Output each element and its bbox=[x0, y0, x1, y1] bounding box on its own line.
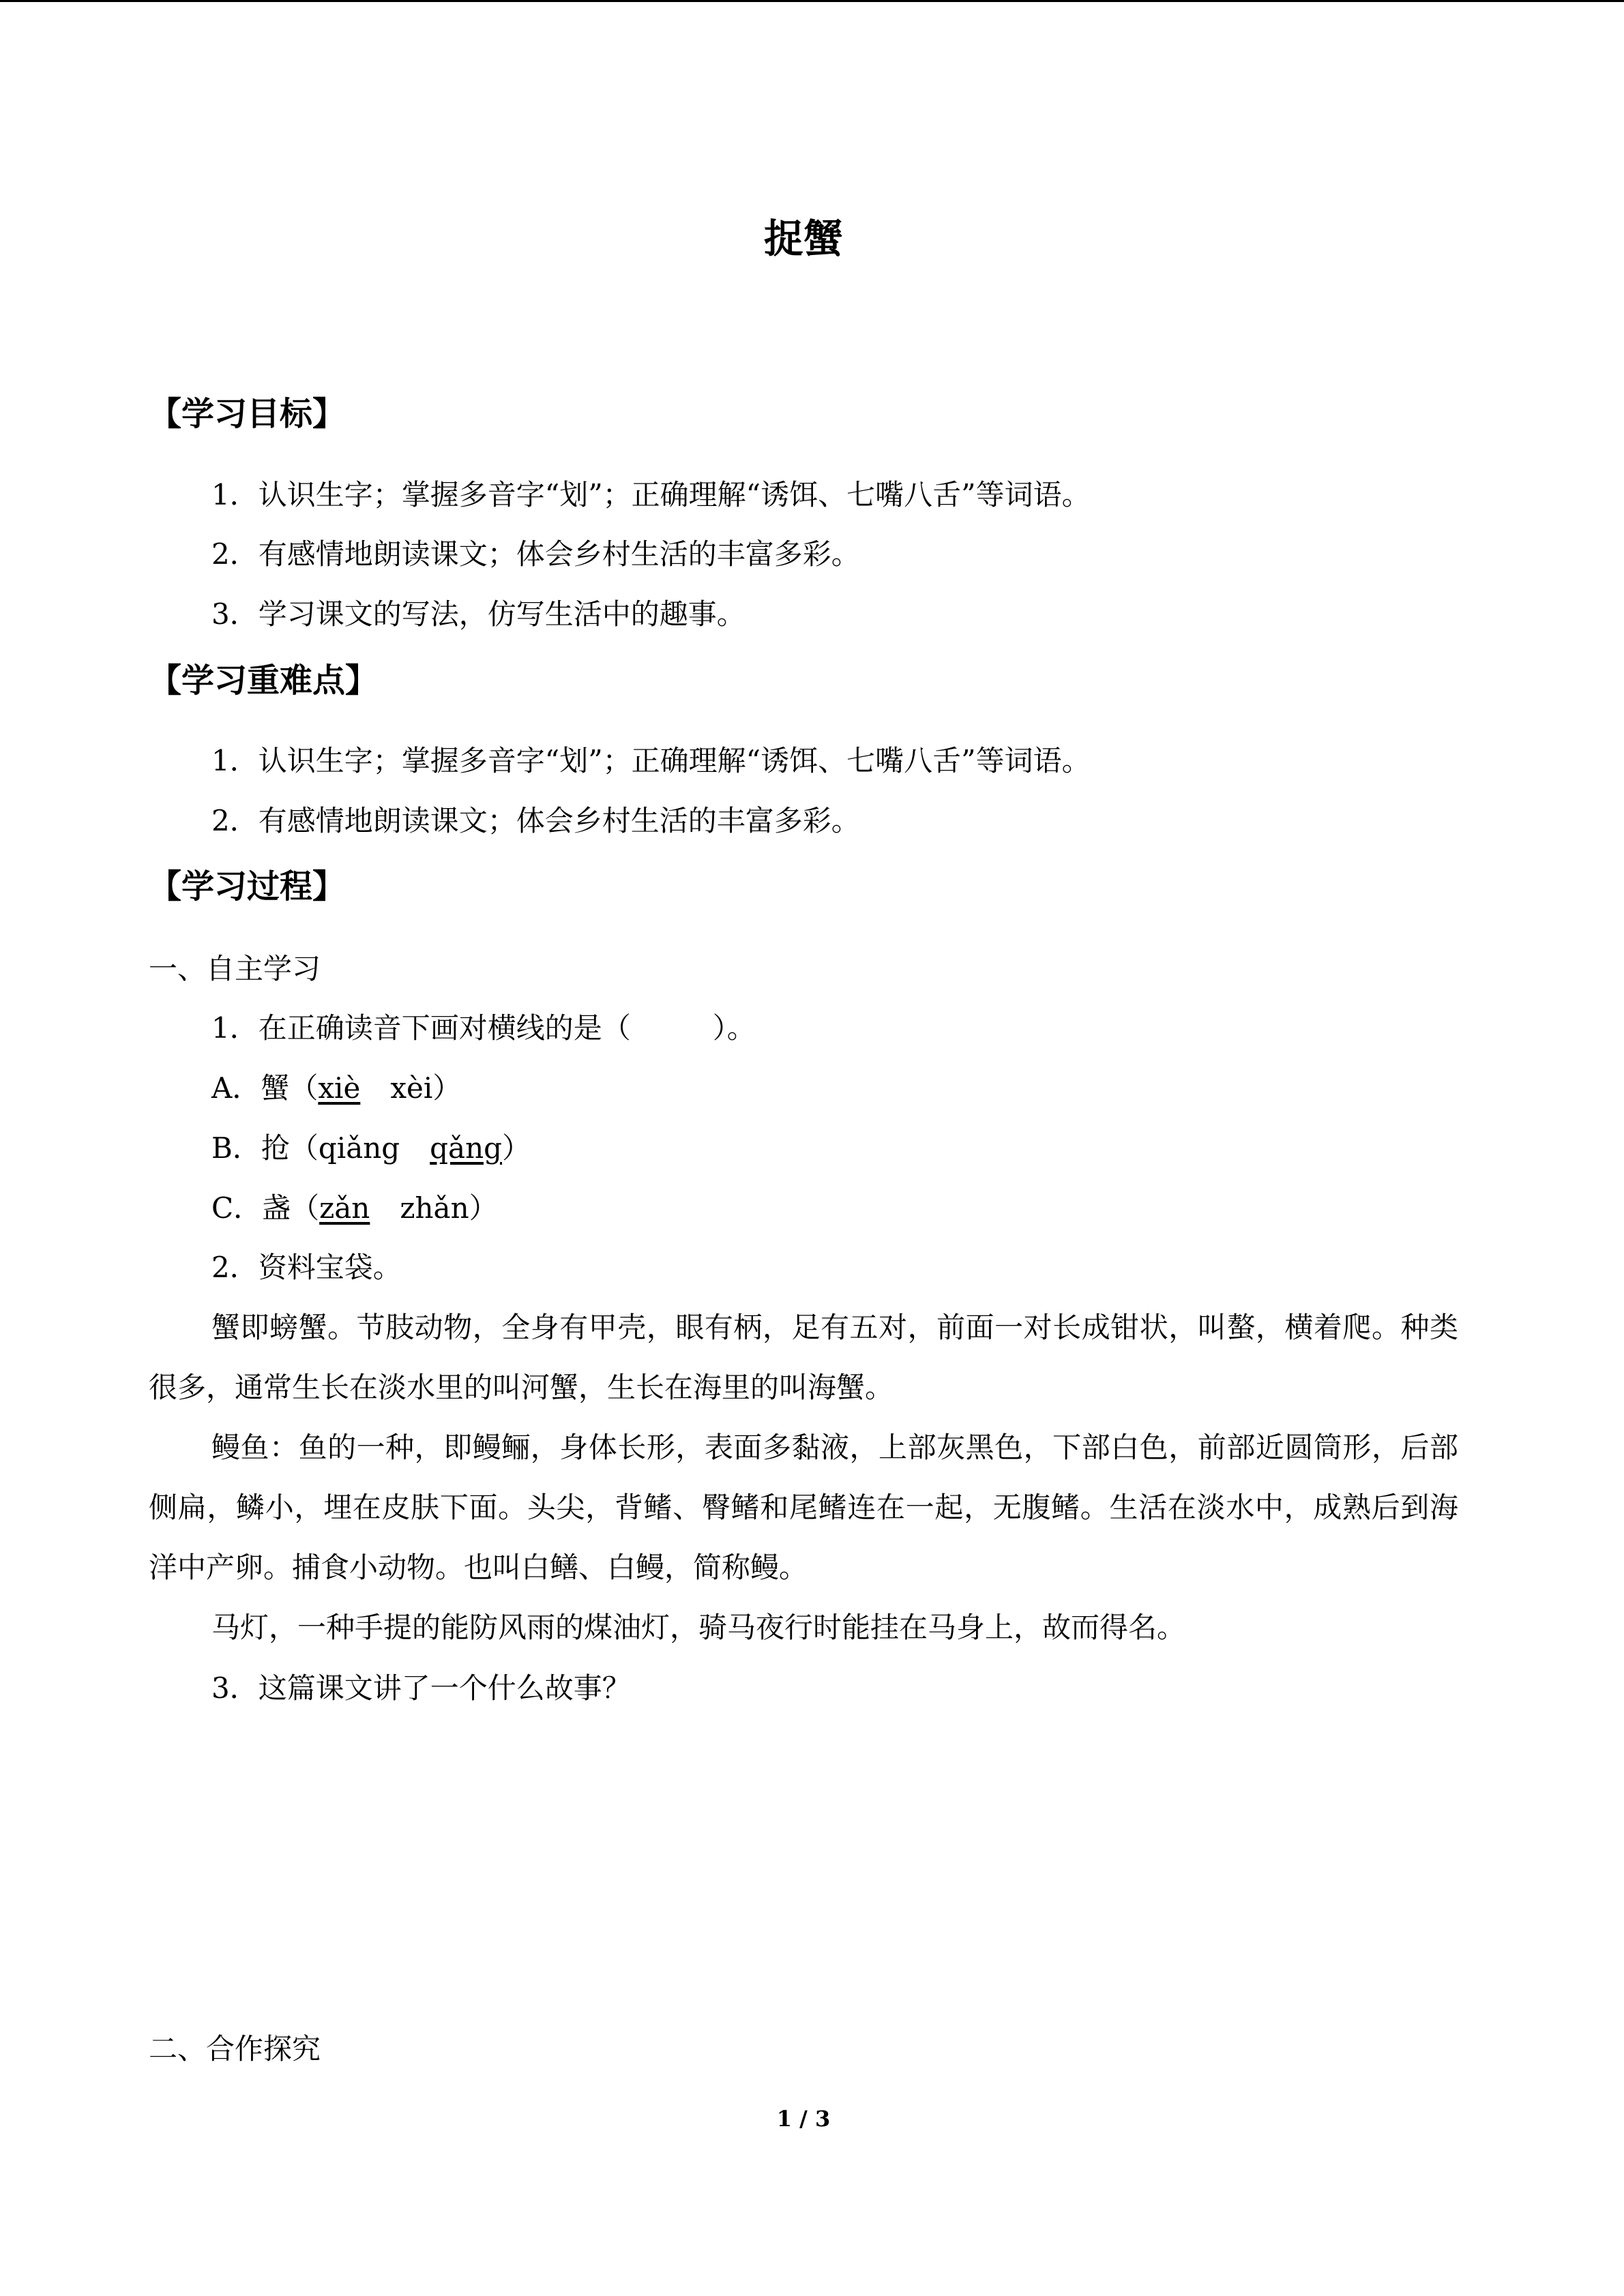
option-a-reading-2: xèi bbox=[390, 1071, 433, 1105]
info-paragraph-crab: 蟹即螃蟹。节肢动物，全身有甲壳，眼有柄，足有五对，前面一对长成钳状，叫螯，横着爬。种类很多，通常生长在淡水里的叫河蟹，生长在海里的叫海蟹。 bbox=[149, 1311, 1458, 1404]
option-b-prefix: B．抢（ bbox=[211, 1131, 319, 1165]
option-b-suffix: ） bbox=[502, 1131, 531, 1165]
option-a-suffix: ） bbox=[432, 1071, 462, 1105]
info-paragraph-lantern: 马灯，一种手提的能防风雨的煤油灯，骑马夜行时能挂在马身上，故而得名。 bbox=[211, 1611, 1186, 1644]
process-heading: 【学习过程】 bbox=[149, 867, 346, 906]
option-c-reading-2: zhǎn bbox=[400, 1191, 469, 1225]
info-paragraph-eel: 鳗鱼：鱼的一种，即鳗鲡，身体长形，表面多黏液，上部灰黑色，下部白色，前部近圆筒形，后部侧扁，鳞小，埋在皮肤下面。头尖，背鳍、臀鳍和尾鳍连在一起，无腹鳍。生活在淡水中，成熟后到海洋中产卵。捕食小动物。也叫白鳝、白鳗，简称鳗。 bbox=[149, 1431, 1458, 1584]
option-a-prefix: A．蟹（ bbox=[211, 1071, 319, 1105]
self-study-heading: 一、自主学习 bbox=[149, 952, 321, 985]
option-a-reading-1: xiè bbox=[318, 1071, 361, 1105]
question-1-prompt bbox=[211, 1008, 756, 1049]
question-1-prompt-start: 1．在正确读音下画对横线的是（ bbox=[211, 1011, 631, 1045]
option-c-prefix: C．盏（ bbox=[211, 1191, 320, 1225]
goal-item-3: 3．学习课文的写法，仿写生活中的趣事。 bbox=[211, 597, 745, 631]
key-point-item-2: 2．有感情地朗读课文；体会乡村生活的丰富多彩。 bbox=[211, 804, 860, 837]
goal-item-2: 2．有感情地朗读课文；体会乡村生活的丰富多彩。 bbox=[211, 537, 860, 571]
page-title: 捉蟹 bbox=[763, 215, 843, 262]
option-b bbox=[211, 1128, 531, 1169]
key-points-heading: 【学习重难点】 bbox=[149, 661, 379, 700]
option-b-reading-2: qǎng bbox=[430, 1131, 503, 1165]
worksheet-page bbox=[149, 0, 1458, 2296]
page-number: 1 / 3 bbox=[776, 2106, 831, 2132]
option-a bbox=[211, 1068, 461, 1109]
goal-item-1: 1．认识生字；掌握多音字“划”；正确理解“诱饵、七嘴八舌”等词语。 bbox=[211, 478, 1091, 511]
option-c bbox=[211, 1188, 498, 1229]
question-1-prompt-end: ）。 bbox=[712, 1011, 756, 1045]
question-3-prompt: 3．这篇课文讲了一个什么故事？ bbox=[211, 1671, 631, 1705]
key-point-item-1: 1．认识生字；掌握多音字“划”；正确理解“诱饵、七嘴八舌”等词语。 bbox=[211, 744, 1091, 777]
cooperative-study-heading: 二、合作探究 bbox=[149, 2032, 321, 2066]
option-c-suffix: ） bbox=[469, 1191, 498, 1225]
goals-heading: 【学习目标】 bbox=[149, 395, 346, 433]
question-2-label: 2．资料宝袋。 bbox=[211, 1251, 402, 1284]
option-c-reading-1: zǎn bbox=[319, 1191, 370, 1225]
option-b-reading-1: qiǎng bbox=[318, 1131, 400, 1165]
